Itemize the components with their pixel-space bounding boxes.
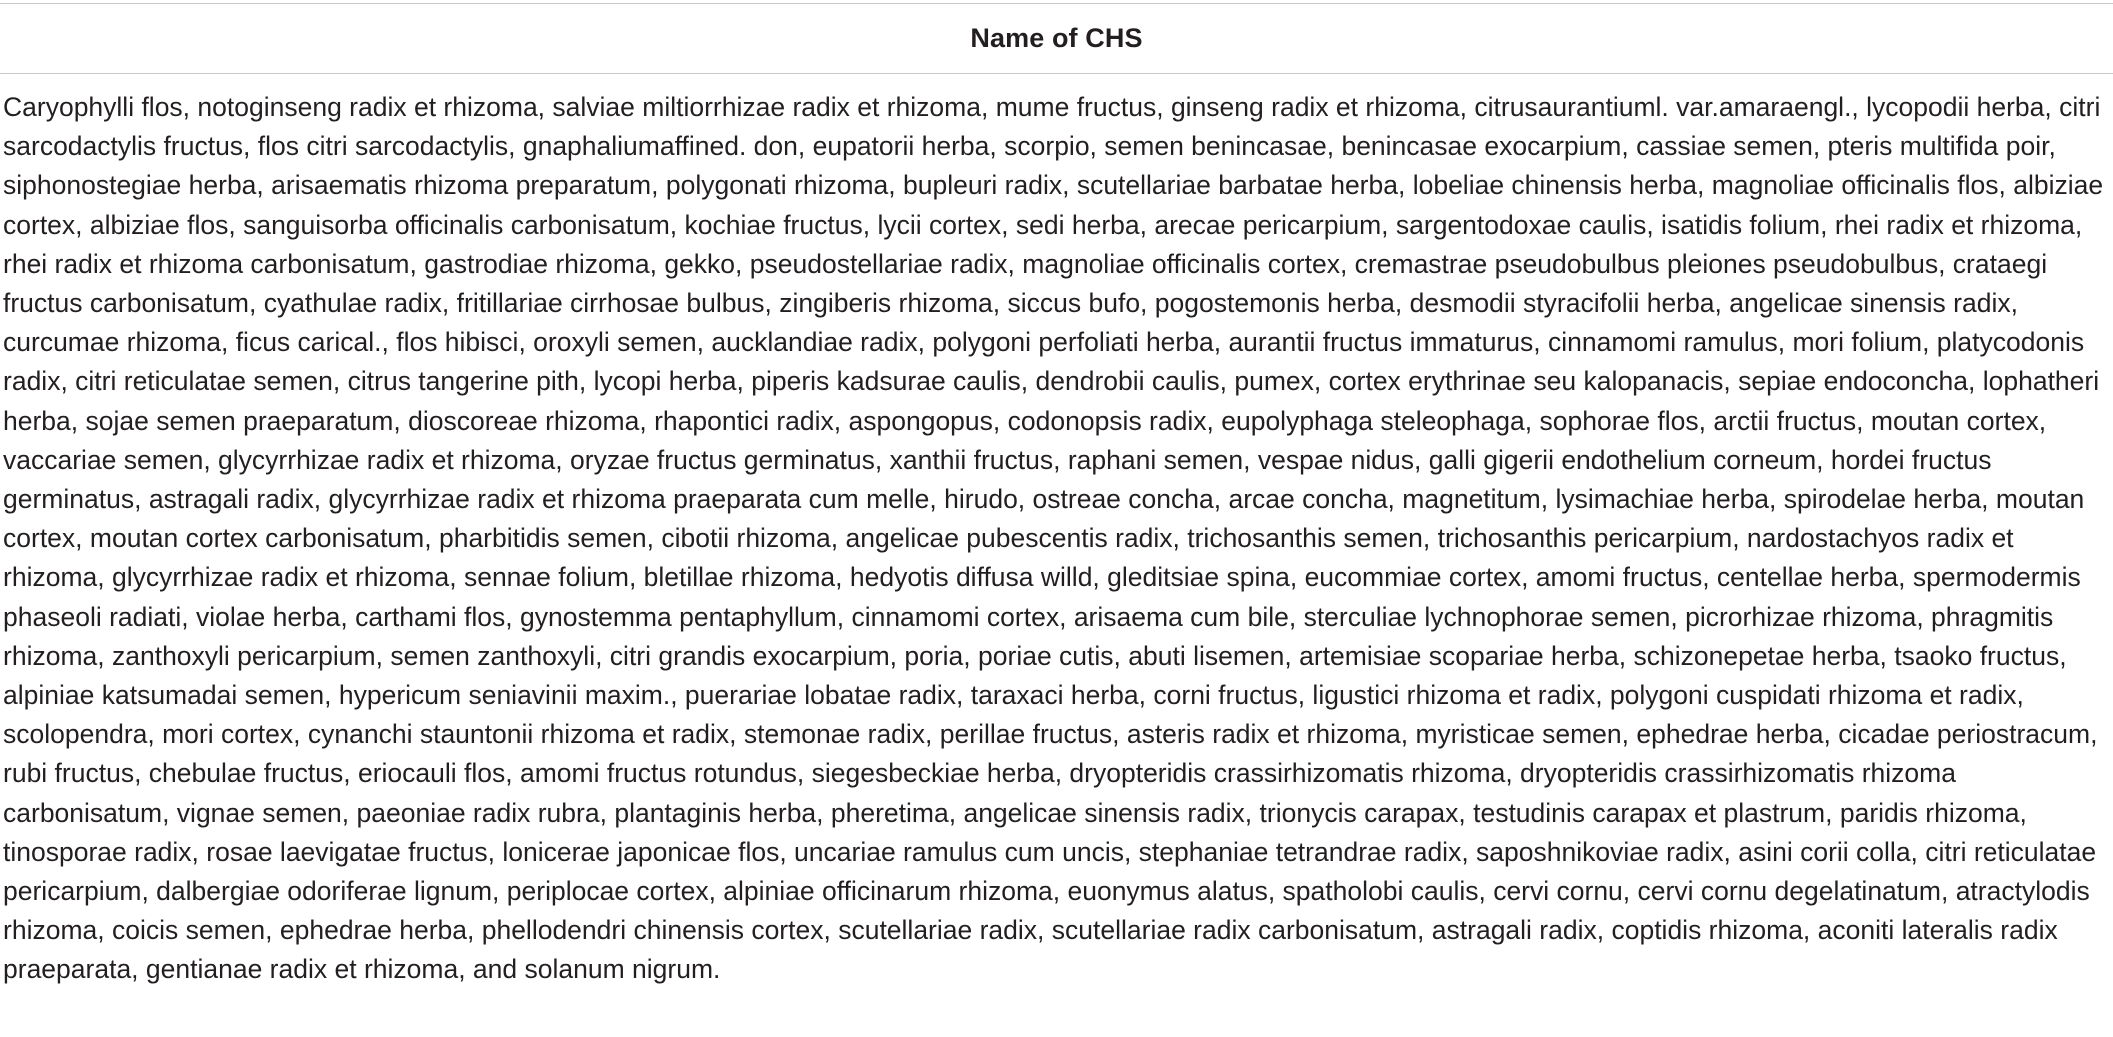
chs-name-list-cell: Caryophylli flos, notoginseng radix et rhizoma, salviae miltiorrhizae radix et rhizoma, mume fructus, ginseng radix et rhizoma, citrusaurantiuml. var.amaraengl., lycopodii herba, citri sarcodactylis fructus, flos citri sarcodactylis, gnaphaliumaffined. don, eupatorii herba, scorpio, semen benincasae, benincasae exocarpium, cassiae semen, pteris multifida poir, siphonostegiae herba, arisaematis rhizoma preparatum, polygonati rhizoma, bupleuri radix, scutellariae barbatae herba, lobeliae chinensis herba, magnoliae officinalis flos, albiziae cortex, albiziae flos, sanguisorba officinalis carbonisatum, kochiae fructus, lycii cortex, sedi herba, arecae pericarpium, sargentodoxae caulis, isatidis folium, rhei radix et rhizoma, rhei radix et rhizoma carbonisatum, gastrodiae rhizoma, gekko, pseudostellariae radix, magnoliae officinalis cortex, cremastrae pseudobulbus pleiones pseudobulbus, crataegi fructus carbonisatum, cyathulae radix, fritillariae cirrhosae bulbus, zingiberis rhizoma, siccus bufo, pogostemonis herba, desmodii styracifolii herba, angelicae sinensis radix, curcumae rhizoma, ficus carical., flos hibisci, oroxyli semen, aucklandiae radix, polygoni perfoliati herba, aurantii fructus immaturus, cinnamomi ramulus, mori folium, platycodonis radix, citri reticulatae semen, citrus tangerine pith, lycopi herba, piperis kadsurae caulis, dendrobii caulis, pumex, cortex erythrinae seu kalopanacis, sepiae endoconcha, lophatheri herba, sojae semen praeparatum, dioscoreae rhizoma, rhapontici radix, aspongopus, codonopsis radix, eupolyphaga steleophaga, sophorae flos, arctii fructus, moutan cortex, vaccariae semen, glycyrrhizae radix et rhizoma, oryzae fructus germinatus, xanthii fructus, raphani semen, vespae nidus, galli gigerii endothelium corneum, hordei fructus germinatus, astragali radix, glycyrrhizae radix et rhizoma praeparata cum melle, hirudo, ostreae concha, arcae concha, magnetitum, lysimachiae herba, spirodelae herba, moutan cortex, moutan cortex carbonisatum, pharbitidis semen, cibotii rhizoma, angelicae pubescentis radix, trichosanthis semen, trichosanthis pericarpium, nardostachyos radix et rhizoma, glycyrrhizae radix et rhizoma, sennae folium, bletillae rhizoma, hedyotis diffusa willd, gleditsiae spina, eucommiae cortex, amomi fructus, centellae herba, spermodermis phaseoli radiati, violae herba, carthami flos, gynostemma pentaphyllum, cinnamomi cortex, arisaema cum bile, sterculiae lychnophorae semen, picrorhizae rhizoma, phragmitis rhizoma, zanthoxyli pericarpium, semen zanthoxyli, citri grandis exocarpium, poria, poriae cutis, abuti lisemen, artemisiae scopariae herba, schizonepetae herba, tsaoko fructus, alpiniae katsumadai semen, hypericum seniavinii maxim., puerariae lobatae radix, taraxaci herba, corni fructus, ligustici rhizoma et radix, polygoni cuspidati rhizoma et radix, scolopendra, mori cortex, cynanchi stauntonii rhizoma et radix, stemonae radix, perillae fructus, asteris radix et rhizoma, myristicae semen, ephedrae herba, cicadae periostracum, rubi fructus, chebulae fructus, eriocauli flos, amomi fructus rotundus, siegesbeckiae herba, dryopteridis crassirhizomatis rhizoma, dryopteridis crassirhizomatis rhizoma carbonisatum, vignae semen, paeoniae radix rubra, plantaginis herba, pheretima, angelicae sinensis radix, trionycis carapax, testudinis carapax et plastrum, paridis rhizoma, tinosporae radix, rosae laevigatae fructus, lonicerae japonicae flos, uncariae ramulus cum uncis, stephaniae tetrandrae radix, saposhnikoviae radix, asini corii colla, citri reticulatae pericarpium, dalbergiae odoriferae lignum, periplocae cortex, alpiniae officinarum rhizoma, euonymus alatus, spatholobi caulis, cervi cornu, cervi cornu degelatinatum, atractylodis rhizoma, coicis semen, ephedrae herba, phellodendri chinensis cortex, scutellariae radix, scutellariae radix carbonisatum, astragali radix, coptidis rhizoma, aconiti lateralis radix praeparata, gentianae radix et rhizoma, and solanum nigrum. bbox=[3, 92, 2104, 985]
column-header-name-of-chs: Name of CHS bbox=[970, 22, 1143, 53]
table-header-rule bbox=[0, 73, 2113, 74]
table-row bbox=[3, 88, 2109, 990]
table-header-cell bbox=[0, 4, 2113, 72]
